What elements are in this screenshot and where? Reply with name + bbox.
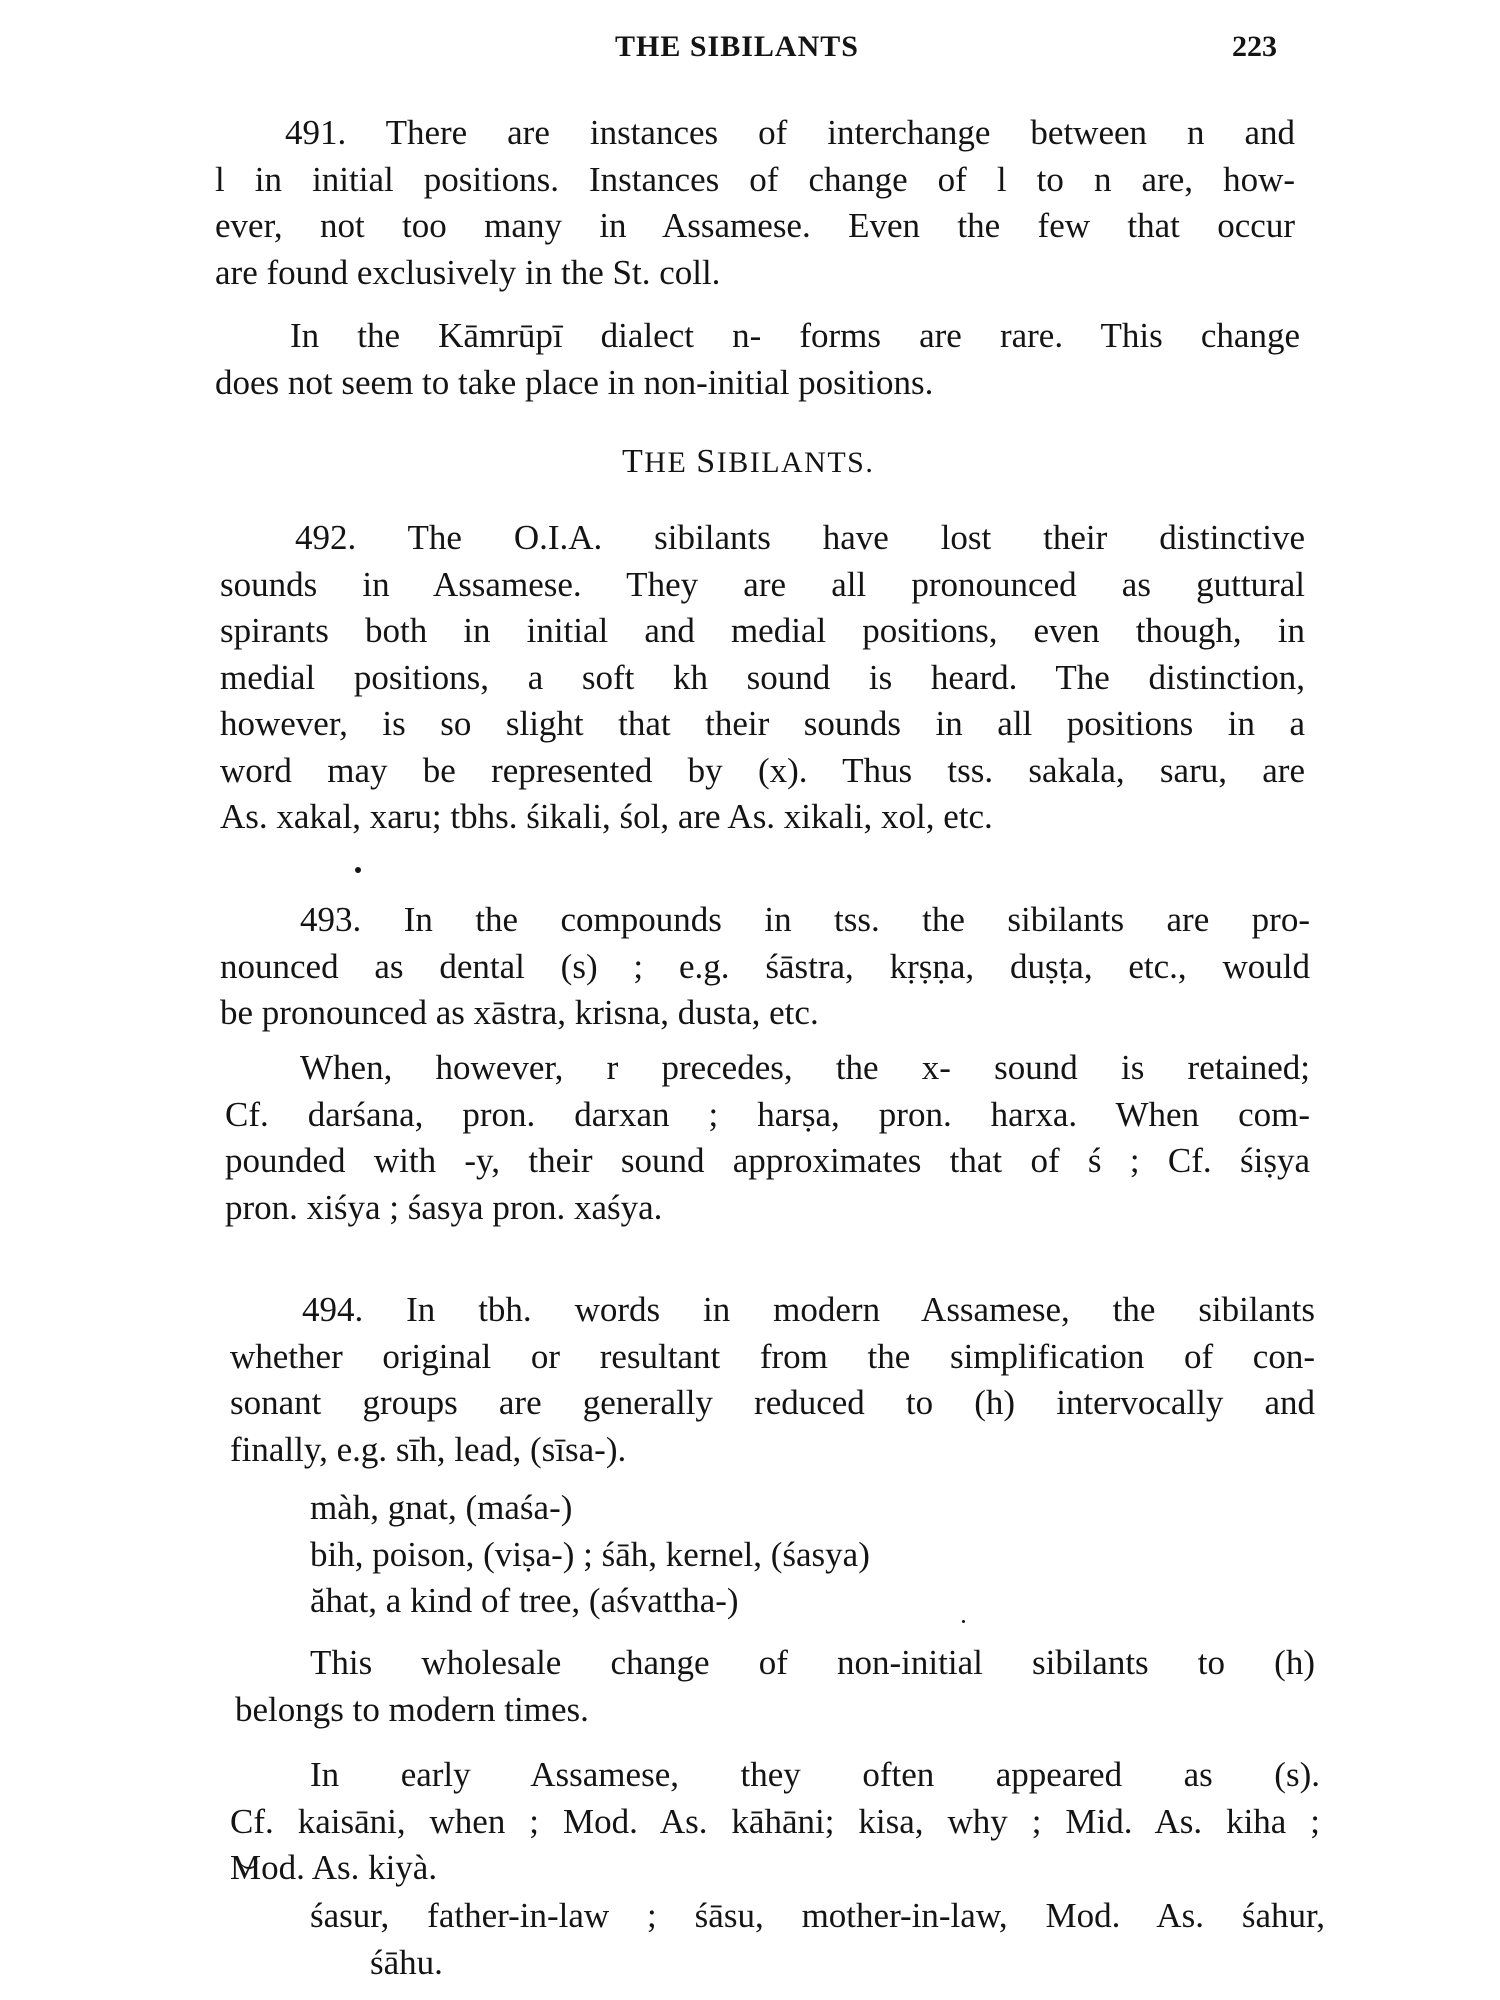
text-line: medial positions, a soft kh sound is heard. The distinction, (220, 657, 1305, 697)
text-line: Mod. As. kiyà. (230, 1848, 438, 1887)
text-line: does not seem to take place in non-initial positions. (215, 362, 934, 402)
list-item: ăhat, a kind of tree, (aśvattha-) (310, 1581, 739, 1620)
paragraph-493 (220, 897, 1310, 1037)
text-line: When, however, r precedes, the x- sound is retained; (300, 1048, 1310, 1087)
text-line: pron. xiśya ; śasya pron. xaśya. (225, 1187, 663, 1227)
text-line: word may be represented by (x). Thus tss. sakala, saru, are (220, 750, 1305, 790)
text-line: sonant groups are generally reduced to (h) intervocally and (230, 1383, 1315, 1422)
text-line: 491. There are instances of interchange between n and (285, 113, 1295, 152)
paragraph-494-modern (235, 1640, 1315, 1733)
text-line: 494. In tbh. words in modern Assamese, the sibilants (302, 1290, 1315, 1329)
text-line: pounded with -y, their sound approximates that of ś ; Cf. śiṣya (225, 1141, 1310, 1180)
text-line: In early Assamese, they often appeared as (s). (310, 1755, 1320, 1794)
text-line: 493. In the compounds in tss. the sibilants are pro- (300, 900, 1310, 939)
text-line: śasur, father-in-law ; śāsu, mother-in-law, Mod. As. śahur, (310, 1896, 1325, 1935)
text-line: śāhu. (370, 1942, 443, 1982)
example-sasur (310, 1893, 1325, 1986)
paragraph-493-continued (225, 1045, 1310, 1231)
text-line: sounds in Assamese. They are all pronounced as guttural (220, 564, 1305, 604)
example-list (310, 1485, 1210, 1625)
stray-speck (962, 1620, 965, 1623)
paragraph-491 (215, 110, 1295, 296)
text-line: are found exclusively in the St. coll. (215, 252, 721, 292)
list-item: bih, poison, (viṣa-) ; śāh, kernel, (śasya) (310, 1534, 870, 1574)
stray-dot (355, 867, 361, 873)
text-line: Cf. kaisāni, when ; Mod. As. kāhāni; kisa, why ; Mid. As. kiha ; (230, 1801, 1320, 1841)
paragraph-492 (220, 515, 1305, 841)
text-line: In the Kāmrūpī dialect n- forms are rare. This change (290, 316, 1300, 355)
paragraph-494 (230, 1287, 1315, 1473)
text-line: Cf. darśana, pron. darxan ; harṣa, pron. harxa. When com- (225, 1094, 1310, 1134)
text-line: 492. The O.I.A. sibilants have lost their distinctive (295, 518, 1305, 557)
paragraph-494-early (230, 1752, 1320, 1892)
text-line: spirants both in initial and medial positions, even though, in (220, 611, 1305, 650)
text-line: finally, e.g. sīh, lead, (sīsa-). (230, 1429, 627, 1469)
text-line: l in initial positions. Instances of change of l to n are, how- (215, 159, 1295, 199)
text-line: As. xakal, xaru; tbhs. śikali, śol, are As. xikali, xol, etc. (220, 797, 993, 836)
text-line: nounced as dental (s) ; e.g. śāstra, kṛṣṇa, duṣṭa, etc., would (220, 946, 1310, 986)
running-head: THE SIBILANTS (615, 30, 859, 63)
text-line: be pronounced as xāstra, krisna, dusta, etc. (220, 993, 819, 1032)
paragraph-491-continued (215, 313, 1300, 406)
text-line: whether original or resultant from the simplification of con- (230, 1336, 1315, 1376)
list-item: màh, gnat, (maśa-) (310, 1488, 573, 1527)
section-heading: THE SIBILANTS. (622, 443, 875, 480)
page-number: 223 (1232, 30, 1277, 63)
text-line: ever, not too many in Assamese. Even the few that occur (215, 206, 1295, 245)
text-line: This wholesale change of non-initial sibilants to (h) (310, 1643, 1315, 1682)
text-line: belongs to modern times. (235, 1689, 589, 1729)
page-header (0, 30, 1500, 80)
text-line: however, is so slight that their sounds in all positions in a (220, 704, 1305, 743)
